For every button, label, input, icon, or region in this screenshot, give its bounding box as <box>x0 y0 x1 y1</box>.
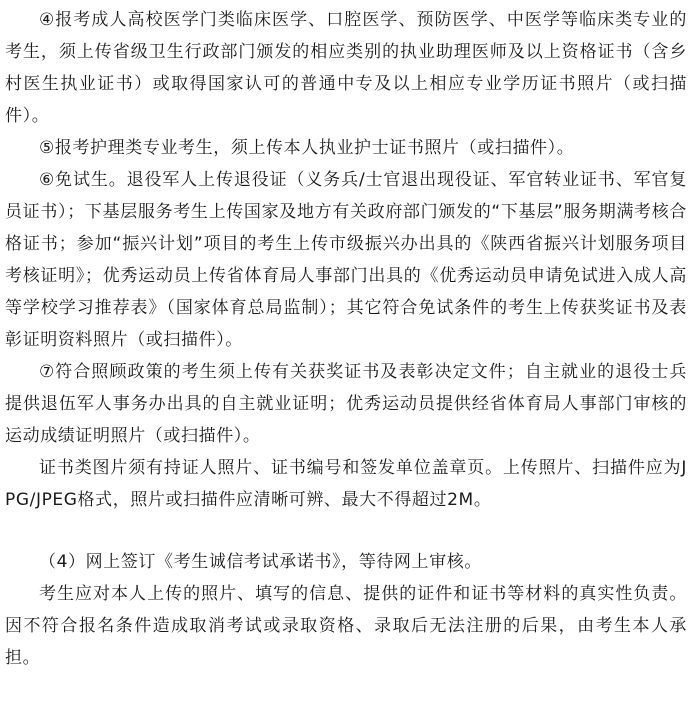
paragraph-spacer <box>5 516 687 546</box>
paragraph-item-5: ⑤报考护理类专业考生，须上传本人执业护士证书照片（或扫描件）。 <box>39 138 575 158</box>
document-body <box>5 4 687 674</box>
paragraph-responsibility: 考生应对本人上传的照片、填写的信息、提供的证件和证书等材料的真实性负责。因不符合报名条件造成取消考试或录取资格、录取后无法注册的后果，由考生本人承担。 <box>5 584 687 668</box>
paragraph-certificate-note: 证书类图片须有持证人照片、证书编号和签发单位盖章页。上传照片、扫描件应为JPG/JPEG格式，照片或扫描件应清晰可辨、最大不得超过2M。 <box>5 458 687 510</box>
paragraph-item-4: ④报考成人高校医学门类临床医学、口腔医学、预防医学、中医学等临床类专业的考生，须上传省级卫生行政部门颁发的相应类别的执业助理医师及以上资格证书（含乡村医生执业证书）或取得国家认可的普通中专及以上相应专业学历证书照片（或扫描件）。 <box>5 10 687 126</box>
paragraph-step-4: （4）网上签订《考生诚信考试承诺书》，等待网上审核。 <box>39 552 482 572</box>
paragraph-item-7: ⑦符合照顾政策的考生须上传有关获奖证书及表彰决定文件；自主就业的退役士兵提供退伍军人事务办出具的自主就业证明；优秀运动员提供经省体育局人事部门审核的运动成绩证明照片（或扫描件）。 <box>5 362 687 446</box>
paragraph-item-6: ⑥免试生。退役军人上传退役证（义务兵/士官退出现役证、军官转业证书、军官复员证书）；下基层服务考生上传国家及地方有关政府部门颁发的“下基层”服务期满考核合格证书；参加“振兴计划”项目的考生上传市级振兴办出具的《陕西省振兴计划服务项目考核证明》；优秀运动员上传省体育局人事部门出具的《优秀运动员申请免试进入成人高等学校学习推荐表》（国家体育总局监制）；其它符合免试条件的考生上传获奖证书及表彰证明资料照片（或扫描件）。 <box>5 170 687 350</box>
